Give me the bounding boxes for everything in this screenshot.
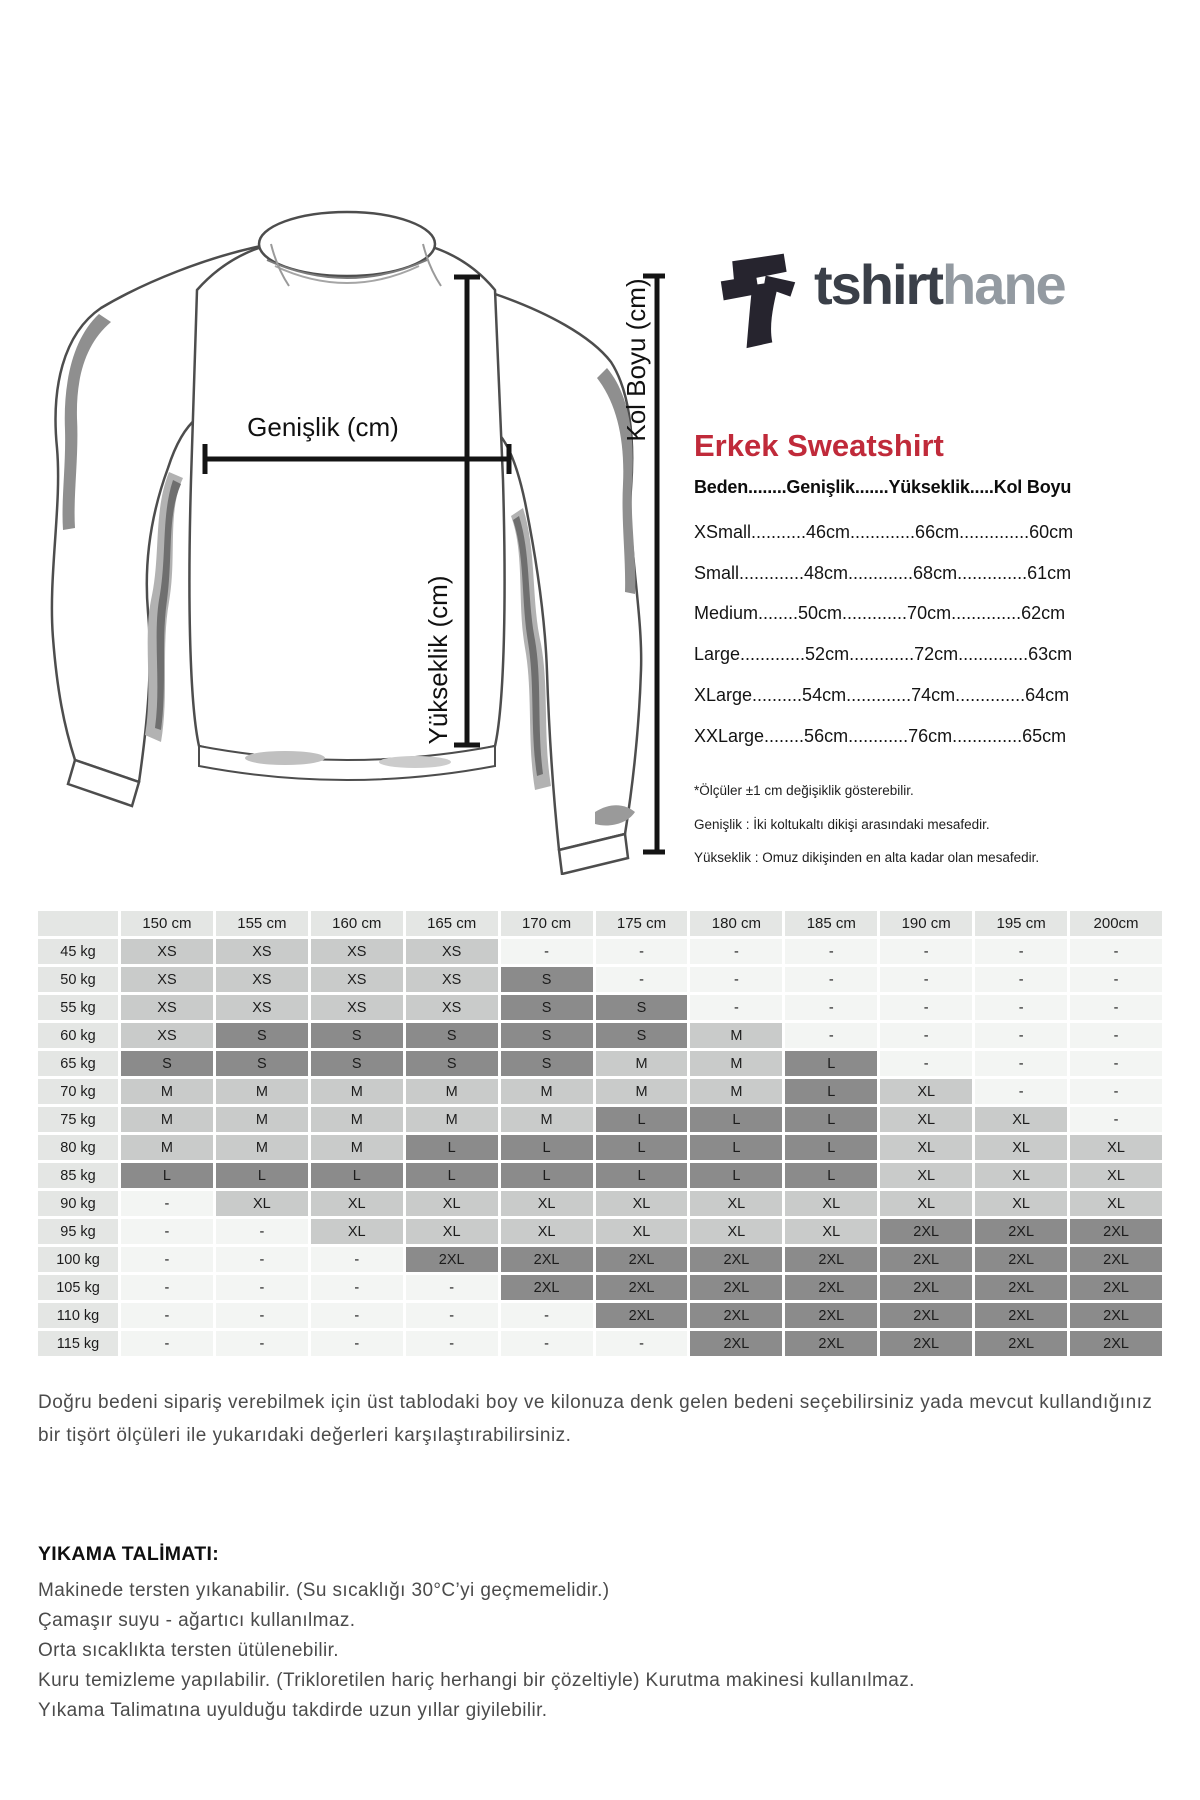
matrix-row	[38, 1275, 1162, 1300]
matrix-cell: 2XL	[785, 1303, 877, 1328]
matrix-cell: XL	[311, 1219, 403, 1244]
matrix-cell: -	[501, 1303, 593, 1328]
matrix-cell: -	[690, 967, 782, 992]
matrix-cell: -	[690, 995, 782, 1020]
matrix-row-label: 100 kg	[38, 1247, 118, 1272]
matrix-cell: XS	[311, 939, 403, 964]
matrix-cell: -	[975, 939, 1067, 964]
matrix-cell: 2XL	[596, 1303, 688, 1328]
matrix-cell: M	[596, 1051, 688, 1076]
matrix-cell: XL	[1070, 1191, 1162, 1216]
matrix-cell: -	[216, 1303, 308, 1328]
matrix-cell: M	[311, 1135, 403, 1160]
matrix-cell: 2XL	[690, 1275, 782, 1300]
matrix-col-header: 160 cm	[311, 911, 403, 936]
fit-advice-paragraph	[38, 1386, 1152, 1452]
matrix-cell: -	[216, 1275, 308, 1300]
matrix-cell: XL	[785, 1219, 877, 1244]
matrix-cell: -	[501, 1331, 593, 1356]
matrix-row	[38, 1163, 1162, 1188]
matrix-cell: -	[596, 967, 688, 992]
right-sleeve	[495, 294, 641, 850]
matrix-cell: -	[216, 1219, 308, 1244]
matrix-row	[38, 1107, 1162, 1132]
matrix-cell: XS	[121, 1023, 213, 1048]
matrix-row-label: 115 kg	[38, 1331, 118, 1356]
fit-advice-line-2: bir tişört ölçüleri ile yukarıdaki değerleri karşılaştırabilirsiniz.	[38, 1425, 572, 1446]
care-line-drycleaning: Kuru temizleme yapılabilir. (Trikloretilen hariç herhangi bir çözeltiyle) Kurutma makinesi kullanılmaz.	[38, 1670, 915, 1691]
matrix-cell: 2XL	[975, 1247, 1067, 1272]
matrix-cell: M	[121, 1135, 213, 1160]
matrix-cell: S	[121, 1051, 213, 1076]
matrix-cell: M	[690, 1079, 782, 1104]
matrix-cell: XS	[216, 995, 308, 1020]
hem-shadow	[245, 751, 325, 765]
matrix-cell: L	[596, 1135, 688, 1160]
matrix-cell: S	[216, 1023, 308, 1048]
matrix-cell: 2XL	[1070, 1303, 1162, 1328]
matrix-cell: -	[1070, 1023, 1162, 1048]
matrix-cell: S	[216, 1051, 308, 1076]
matrix-cell: M	[121, 1107, 213, 1132]
matrix-cell: L	[216, 1163, 308, 1188]
matrix-cell: XS	[311, 995, 403, 1020]
matrix-cell: XL	[880, 1163, 972, 1188]
matrix-cell: S	[501, 1023, 593, 1048]
matrix-cell: XL	[1070, 1163, 1162, 1188]
matrix-cell: XS	[216, 939, 308, 964]
matrix-cell: -	[121, 1219, 213, 1244]
matrix-cell: S	[406, 1023, 498, 1048]
matrix-cell: 2XL	[785, 1275, 877, 1300]
matrix-cell: XL	[785, 1191, 877, 1216]
matrix-row-label: 65 kg	[38, 1051, 118, 1076]
matrix-cell: 2XL	[785, 1331, 877, 1356]
care-instructions-list	[38, 1576, 915, 1726]
matrix-cell: M	[406, 1079, 498, 1104]
matrix-cell: 2XL	[880, 1275, 972, 1300]
matrix-cell: M	[596, 1079, 688, 1104]
matrix-cell: 2XL	[596, 1247, 688, 1272]
width-measure-label: Genişlik (cm)	[247, 412, 399, 442]
matrix-cell: 2XL	[880, 1247, 972, 1272]
matrix-cell: XL	[880, 1191, 972, 1216]
matrix-cell: -	[121, 1331, 213, 1356]
matrix-cell: -	[596, 1331, 688, 1356]
matrix-row-label: 85 kg	[38, 1163, 118, 1188]
size-row-xsmall: XSmall...........46cm.............66cm..............60cm	[694, 522, 1074, 542]
matrix-cell: 2XL	[1070, 1247, 1162, 1272]
matrix-header-row	[38, 911, 1162, 936]
matrix-cell: -	[975, 1051, 1067, 1076]
matrix-cell: 2XL	[1070, 1219, 1162, 1244]
matrix-cell: -	[690, 939, 782, 964]
matrix-col-header: 190 cm	[880, 911, 972, 936]
matrix-cell: 2XL	[975, 1275, 1067, 1300]
matrix-cell: L	[690, 1107, 782, 1132]
matrix-cell: XL	[880, 1107, 972, 1132]
matrix-cell: M	[690, 1023, 782, 1048]
matrix-cell: XL	[216, 1191, 308, 1216]
matrix-cell: -	[880, 939, 972, 964]
matrix-cell: XL	[975, 1191, 1067, 1216]
matrix-col-header: 150 cm	[121, 911, 213, 936]
matrix-row-label: 95 kg	[38, 1219, 118, 1244]
matrix-cell: S	[596, 995, 688, 1020]
matrix-row	[38, 995, 1162, 1020]
size-row-xlarge: XLarge..........54cm.............74cm..............64cm	[694, 684, 1070, 705]
matrix-cell: -	[216, 1247, 308, 1272]
sleeve-measure-label: Kol Boyu (cm)	[621, 278, 651, 442]
matrix-cell: -	[406, 1331, 498, 1356]
matrix-cell: 2XL	[880, 1331, 972, 1356]
matrix-col-header: 155 cm	[216, 911, 308, 936]
matrix-cell: -	[596, 939, 688, 964]
matrix-cell: XL	[690, 1191, 782, 1216]
matrix-cell: L	[785, 1107, 877, 1132]
sweatshirt-diagram	[35, 190, 665, 875]
matrix-cell: -	[975, 995, 1067, 1020]
size-matrix	[35, 908, 1165, 1359]
matrix-cell: 2XL	[880, 1303, 972, 1328]
matrix-cell: S	[311, 1023, 403, 1048]
matrix-row	[38, 1079, 1162, 1104]
matrix-cell: 2XL	[596, 1275, 688, 1300]
matrix-cell: S	[501, 1051, 593, 1076]
matrix-cell: S	[596, 1023, 688, 1048]
fit-advice-line-1: Doğru bedeni sipariş verebilmek için üst tablodaki boy ve kilonuza denk gelen bedeni seçebilirsiniz yada mevcut kullandığınız	[38, 1392, 1153, 1413]
matrix-cell: -	[1070, 967, 1162, 992]
matrix-cell: -	[880, 967, 972, 992]
matrix-cell: XL	[501, 1219, 593, 1244]
matrix-cell: 2XL	[975, 1331, 1067, 1356]
matrix-cell: -	[311, 1303, 403, 1328]
matrix-cell: M	[311, 1079, 403, 1104]
size-note-width: Genişlik : İki koltukaltı dikişi arasındaki mesafedir.	[694, 816, 990, 832]
matrix-cell: -	[121, 1191, 213, 1216]
matrix-cell: -	[785, 1023, 877, 1048]
matrix-cell: S	[501, 967, 593, 992]
matrix-cell: XS	[406, 967, 498, 992]
size-row-small: Small.............48cm.............68cm..............61cm	[694, 562, 1072, 583]
logo-brand-gray: hane	[942, 253, 1065, 316]
matrix-cell: L	[690, 1163, 782, 1188]
care-line-bleach: Çamaşır suyu - ağartıcı kullanılmaz.	[38, 1610, 356, 1631]
matrix-cell: -	[975, 1079, 1067, 1104]
matrix-cell: XL	[975, 1135, 1067, 1160]
matrix-row	[38, 1135, 1162, 1160]
matrix-cell: -	[1070, 1051, 1162, 1076]
matrix-row-label: 80 kg	[38, 1135, 118, 1160]
matrix-cell: XL	[501, 1191, 593, 1216]
matrix-cell: XL	[975, 1163, 1067, 1188]
matrix-cell: XL	[975, 1107, 1067, 1132]
matrix-cell: -	[785, 995, 877, 1020]
tshirthane-logo-text	[814, 253, 1065, 316]
matrix-row	[38, 1051, 1162, 1076]
matrix-cell: M	[311, 1107, 403, 1132]
matrix-cell: -	[785, 967, 877, 992]
size-matrix-table	[35, 908, 1165, 1359]
logo-brand-dark: tshirt	[814, 253, 942, 316]
matrix-cell: -	[1070, 995, 1162, 1020]
matrix-cell: XS	[406, 995, 498, 1020]
matrix-col-header: 175 cm	[596, 911, 688, 936]
size-note-height: Yükseklik : Omuz dikişinden en alta kadar olan mesafedir.	[694, 850, 1040, 865]
matrix-cell: -	[1070, 939, 1162, 964]
matrix-cell: L	[785, 1079, 877, 1104]
size-list	[694, 512, 1073, 756]
matrix-cell: M	[690, 1051, 782, 1076]
matrix-cell: M	[501, 1107, 593, 1132]
matrix-cell: S	[501, 995, 593, 1020]
matrix-cell: XS	[406, 939, 498, 964]
matrix-cell: 2XL	[975, 1219, 1067, 1244]
matrix-cell: -	[501, 939, 593, 964]
matrix-row-label: 45 kg	[38, 939, 118, 964]
matrix-cell: -	[216, 1331, 308, 1356]
matrix-cell: L	[501, 1163, 593, 1188]
matrix-cell: L	[501, 1135, 593, 1160]
matrix-cell: -	[121, 1247, 213, 1272]
matrix-cell: 2XL	[690, 1331, 782, 1356]
matrix-cell: M	[406, 1107, 498, 1132]
matrix-row-label: 55 kg	[38, 995, 118, 1020]
matrix-col-header: 185 cm	[785, 911, 877, 936]
matrix-cell: 2XL	[406, 1247, 498, 1272]
matrix-cell: 2XL	[501, 1275, 593, 1300]
matrix-cell: L	[596, 1107, 688, 1132]
matrix-cell: XS	[121, 995, 213, 1020]
matrix-cell: XL	[406, 1219, 498, 1244]
matrix-cell: M	[216, 1079, 308, 1104]
matrix-col-header: 170 cm	[501, 911, 593, 936]
matrix-cell: XL	[406, 1191, 498, 1216]
matrix-row	[38, 1331, 1162, 1356]
matrix-cell: 2XL	[880, 1219, 972, 1244]
matrix-cell: XS	[216, 967, 308, 992]
matrix-cell: 2XL	[785, 1247, 877, 1272]
matrix-cell: XS	[311, 967, 403, 992]
care-line-washing: Makinede tersten yıkanabilir. (Su sıcaklığı 30°C’yi geçmemelidir.)	[38, 1580, 610, 1601]
matrix-row-label: 60 kg	[38, 1023, 118, 1048]
matrix-cell: M	[121, 1079, 213, 1104]
matrix-row	[38, 1191, 1162, 1216]
matrix-row-label: 50 kg	[38, 967, 118, 992]
hem-shadow-2	[379, 756, 451, 768]
matrix-cell: XL	[880, 1079, 972, 1104]
matrix-cell: XL	[880, 1135, 972, 1160]
matrix-cell: L	[785, 1051, 877, 1076]
size-note-tolerance: *Ölçüler ±1 cm değişiklik gösterebilir.	[694, 783, 914, 798]
matrix-cell: L	[690, 1135, 782, 1160]
size-row-large: Large.............52cm.............72cm..............63cm	[694, 644, 1073, 665]
matrix-cell: -	[406, 1303, 498, 1328]
matrix-row	[38, 967, 1162, 992]
matrix-cell: XL	[690, 1219, 782, 1244]
matrix-row-label: 105 kg	[38, 1275, 118, 1300]
matrix-col-header: 165 cm	[406, 911, 498, 936]
matrix-cell: 2XL	[975, 1303, 1067, 1328]
matrix-cell: L	[785, 1135, 877, 1160]
matrix-cell: L	[596, 1163, 688, 1188]
matrix-row	[38, 1023, 1162, 1048]
matrix-cell: M	[216, 1107, 308, 1132]
matrix-cell: L	[406, 1163, 498, 1188]
matrix-cell: -	[406, 1275, 498, 1300]
matrix-col-header: 180 cm	[690, 911, 782, 936]
matrix-cell: -	[880, 1051, 972, 1076]
matrix-row	[38, 1247, 1162, 1272]
matrix-cell: -	[880, 1023, 972, 1048]
matrix-cell: -	[311, 1275, 403, 1300]
matrix-cell: S	[311, 1051, 403, 1076]
matrix-row	[38, 1303, 1162, 1328]
matrix-cell: S	[406, 1051, 498, 1076]
matrix-cell: -	[311, 1331, 403, 1356]
tshirthane-logo-icon	[714, 247, 802, 350]
product-title: Erkek Sweatshirt	[694, 428, 944, 463]
size-row-medium: Medium........50cm.............70cm..............62cm	[694, 603, 1066, 624]
matrix-row-label: 110 kg	[38, 1303, 118, 1328]
matrix-cell: L	[785, 1163, 877, 1188]
matrix-cell: 2XL	[690, 1247, 782, 1272]
matrix-cell: 2XL	[690, 1303, 782, 1328]
care-line-ironing: Orta sıcaklıkta tersten ütülenebilir.	[38, 1640, 339, 1661]
matrix-cell: M	[216, 1135, 308, 1160]
matrix-cell: 2XL	[1070, 1275, 1162, 1300]
matrix-cell: -	[121, 1275, 213, 1300]
matrix-cell: M	[501, 1079, 593, 1104]
matrix-cell: L	[121, 1163, 213, 1188]
matrix-cell: XL	[311, 1191, 403, 1216]
size-list-header: Beden........Genişlik.......Yükseklik.....Kol Boyu	[694, 477, 1072, 497]
care-instructions-title: YIKAMA TALİMATI:	[38, 1543, 219, 1565]
size-notes	[694, 774, 1039, 875]
matrix-cell: XL	[596, 1191, 688, 1216]
matrix-cell: 2XL	[501, 1247, 593, 1272]
matrix-cell: 2XL	[1070, 1331, 1162, 1356]
matrix-row-label: 90 kg	[38, 1191, 118, 1216]
matrix-col-header: 200cm	[1070, 911, 1162, 936]
matrix-cell: L	[311, 1163, 403, 1188]
care-line-longevity: Yıkama Talimatına uyulduğu takdirde uzun yıllar giyilebilir.	[38, 1700, 548, 1721]
matrix-corner-cell	[38, 911, 118, 936]
matrix-row	[38, 939, 1162, 964]
matrix-col-header: 195 cm	[975, 911, 1067, 936]
matrix-cell: -	[880, 995, 972, 1020]
matrix-cell: -	[121, 1303, 213, 1328]
height-measure-label: Yükseklik (cm)	[423, 575, 453, 745]
matrix-cell: XL	[1070, 1135, 1162, 1160]
matrix-cell: XL	[596, 1219, 688, 1244]
matrix-row	[38, 1219, 1162, 1244]
size-row-xxlarge: XXLarge........56cm............76cm..............65cm	[694, 725, 1067, 746]
matrix-cell: -	[1070, 1079, 1162, 1104]
torso	[189, 234, 504, 766]
matrix-cell: XS	[121, 967, 213, 992]
matrix-cell: -	[785, 939, 877, 964]
matrix-cell: -	[311, 1247, 403, 1272]
matrix-cell: -	[1070, 1107, 1162, 1132]
matrix-cell: -	[975, 967, 1067, 992]
matrix-row-label: 70 kg	[38, 1079, 118, 1104]
matrix-row-label: 75 kg	[38, 1107, 118, 1132]
matrix-cell: -	[975, 1023, 1067, 1048]
matrix-cell: L	[406, 1135, 498, 1160]
matrix-cell: XS	[121, 939, 213, 964]
